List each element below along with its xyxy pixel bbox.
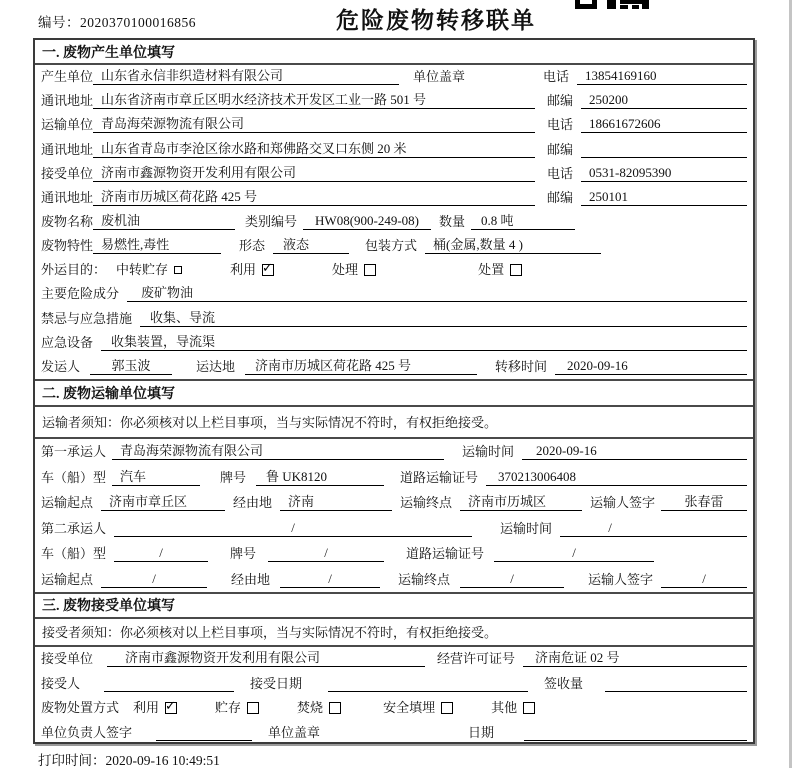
emergency-equipment-row bbox=[35, 331, 753, 355]
first-carrier-label: 第一承运人 bbox=[41, 444, 107, 460]
waste-name-row bbox=[35, 210, 753, 234]
hazard-component-label: 主要危险成分 bbox=[41, 286, 120, 302]
phone-value-3: 0531-82095390 bbox=[581, 165, 747, 182]
disposal-landfill-checkbox bbox=[441, 702, 453, 714]
disposal-use-label: 利用 bbox=[133, 700, 160, 716]
phone-label-2: 电话 bbox=[547, 117, 574, 133]
receiving-unit-label: 接受单位 bbox=[41, 651, 94, 667]
route-start-label-2: 运输起点 bbox=[41, 571, 94, 587]
receiver-unit-value: 济南市鑫源物资开发利用有限公司 bbox=[93, 162, 535, 182]
waste-character-value: 易燃性,毒性 bbox=[93, 234, 221, 254]
zip-value-2 bbox=[581, 142, 747, 158]
form-title: 危险废物转移联单 bbox=[336, 8, 536, 33]
receiver-person-value bbox=[104, 676, 234, 692]
category-code-value: HW08(900-249-08) bbox=[303, 213, 431, 230]
transfer-storage-checkbox bbox=[174, 266, 182, 274]
responsible-signature-value bbox=[156, 725, 252, 741]
address-value-1: 山东省济南市章丘区明水经济技术开发区工业一路 501 号 bbox=[93, 89, 535, 109]
receiver-person-row bbox=[35, 671, 753, 696]
shipper-label: 发运人 bbox=[41, 358, 81, 374]
plate-number-value-2: / bbox=[268, 545, 384, 562]
taboo-measures-value: 收集、导流 bbox=[140, 307, 747, 327]
disposal-method-row bbox=[35, 696, 753, 721]
waste-name-value: 废机油 bbox=[93, 210, 235, 230]
second-carrier-label: 第二承运人 bbox=[41, 520, 107, 536]
window-edge-strip bbox=[789, 0, 792, 768]
serial-number bbox=[38, 11, 196, 31]
transporter-unit-value: 青岛海荣源物流有限公司 bbox=[93, 113, 535, 133]
print-time-label: 打印时间： bbox=[38, 753, 106, 768]
transport-time-label-1: 运输时间 bbox=[462, 444, 515, 460]
route-via-value-1: 济南 bbox=[280, 491, 392, 511]
transporter-unit-label: 运输单位 bbox=[41, 117, 94, 133]
receiver-unit-row bbox=[35, 162, 753, 186]
responsible-signature-label: 单位负责人签字 bbox=[41, 724, 133, 740]
use-checkbox bbox=[262, 264, 274, 276]
address-label-1: 通讯地址 bbox=[41, 93, 94, 109]
plate-number-label-1: 牌号 bbox=[220, 469, 247, 485]
quantity-value: 0.8 吨 bbox=[471, 210, 575, 230]
transporter-address-row bbox=[35, 137, 753, 161]
unit-seal-label-2: 单位盖章 bbox=[268, 724, 321, 740]
section-2-header: 二. 废物运输单位填写 bbox=[35, 379, 753, 407]
route-start-value-1: 济南市章丘区 bbox=[101, 491, 225, 511]
phone-label-1: 电话 bbox=[543, 69, 570, 85]
route-start-label-1: 运输起点 bbox=[41, 495, 94, 511]
receiving-unit-row bbox=[35, 647, 753, 672]
option-dispose-label: 处置 bbox=[478, 262, 505, 278]
address-value-3: 济南市历城区荷花路 425 号 bbox=[93, 186, 535, 206]
producer-unit-row bbox=[35, 65, 753, 89]
serial-label: 编号： bbox=[38, 15, 80, 30]
serial-value: 2020370100016856 bbox=[80, 15, 196, 30]
disposal-other-label: 其他 bbox=[491, 700, 518, 716]
transporter-notice: 运输者须知：你必须核对以上栏目事项，当与实际情况不符时，有权拒绝接受。 bbox=[35, 407, 753, 439]
receiver-person-label: 接受人 bbox=[41, 675, 81, 691]
license-number-label: 经营许可证号 bbox=[437, 651, 516, 667]
road-permit-value-2: / bbox=[494, 545, 654, 562]
route-via-label-1: 经由地 bbox=[233, 495, 273, 511]
disposal-store-checkbox bbox=[247, 702, 259, 714]
transfer-manifest-table bbox=[33, 38, 755, 744]
transfer-time-label: 转移时间 bbox=[495, 358, 548, 374]
waste-name-label: 废物名称 bbox=[41, 213, 94, 229]
qr-code-icon bbox=[575, 0, 653, 9]
road-permit-label-1: 道路运输证号 bbox=[400, 469, 479, 485]
plate-number-value-1: 鲁 UK8120 bbox=[256, 466, 384, 486]
route-via-label-2: 经由地 bbox=[231, 571, 271, 587]
phone-label-3: 电话 bbox=[547, 165, 574, 181]
disposal-use-checkbox bbox=[165, 702, 177, 714]
vehicle-type-value-1: 汽车 bbox=[112, 466, 200, 486]
phone-value-2: 18661672606 bbox=[581, 116, 747, 133]
disposal-other-checkbox bbox=[523, 702, 535, 714]
vehicle-type-row-1 bbox=[35, 464, 753, 490]
address-label-2: 通讯地址 bbox=[41, 141, 94, 157]
receive-date-value bbox=[328, 676, 528, 692]
producer-unit-label: 产生单位 bbox=[41, 69, 94, 85]
route-end-value-1: 济南市历城区 bbox=[460, 491, 582, 511]
option-use-label: 利用 bbox=[230, 262, 257, 278]
emergency-equipment-value: 收集装置，导流渠 bbox=[101, 331, 747, 351]
receiver-address-row bbox=[35, 186, 753, 210]
quantity-label: 数量 bbox=[439, 213, 466, 229]
section-1-header: 一. 废物产生单位填写 bbox=[35, 40, 753, 65]
transport-time-label-2: 运输时间 bbox=[500, 520, 553, 536]
zip-label-1: 邮编 bbox=[547, 93, 574, 109]
date-value bbox=[524, 725, 747, 741]
carrier-signature-label-1: 运输人签字 bbox=[590, 495, 656, 511]
emergency-equipment-label: 应急设备 bbox=[41, 334, 94, 350]
taboo-measures-label: 禁忌与应急措施 bbox=[41, 310, 133, 326]
transfer-purpose-row bbox=[35, 258, 753, 282]
transfer-purpose-label: 外运目的： bbox=[41, 262, 107, 278]
vehicle-type-label-1: 车（船）型 bbox=[41, 469, 107, 485]
form-state-value: 液态 bbox=[273, 234, 349, 254]
receive-date-label: 接受日期 bbox=[250, 675, 303, 691]
road-permit-label-2: 道路运输证号 bbox=[406, 546, 485, 562]
zip-value-3: 250101 bbox=[581, 189, 747, 206]
treat-checkbox bbox=[364, 264, 376, 276]
option-transfer-storage-label: 中转贮存 bbox=[116, 262, 169, 278]
carrier-signature-value-2: / bbox=[661, 571, 747, 588]
first-carrier-value: 青岛海荣源物流有限公司 bbox=[112, 440, 444, 460]
category-code-label: 类别编号 bbox=[245, 213, 298, 229]
waste-character-label: 废物特性 bbox=[41, 238, 94, 254]
form-state-label: 形态 bbox=[239, 238, 266, 254]
waste-character-row bbox=[35, 234, 753, 258]
receiver-unit-label: 接受单位 bbox=[41, 165, 94, 181]
dispose-checkbox bbox=[510, 264, 522, 276]
hazard-component-value: 废矿物油 bbox=[127, 282, 747, 302]
carrier-signature-value-1: 张春雷 bbox=[661, 491, 747, 511]
section-3-header: 三. 废物接受单位填写 bbox=[35, 592, 753, 619]
second-carrier-value: / bbox=[114, 520, 472, 537]
transport-time-value-2-ext bbox=[660, 521, 747, 537]
option-treat-label: 处理 bbox=[332, 262, 359, 278]
date-label: 日期 bbox=[468, 724, 495, 740]
second-carrier-row bbox=[35, 515, 753, 541]
route-start-value-2: / bbox=[101, 571, 207, 588]
vehicle-type-value-2: / bbox=[114, 545, 208, 562]
zip-label-2: 邮编 bbox=[547, 141, 574, 157]
plate-number-label-2: 牌号 bbox=[230, 546, 257, 562]
company-seal-label: 单位盖章 bbox=[413, 69, 466, 85]
vehicle-type-label-2: 车（船）型 bbox=[41, 546, 107, 562]
received-amount-value bbox=[605, 676, 747, 692]
producer-address-row bbox=[35, 89, 753, 113]
destination-label: 运达地 bbox=[196, 358, 236, 374]
address-label-3: 通讯地址 bbox=[41, 189, 94, 205]
first-carrier-row bbox=[35, 439, 753, 465]
route-via-value-2: / bbox=[280, 571, 380, 588]
packing-value: 桶(金属,数量 4 ) bbox=[425, 234, 601, 254]
transporter-unit-row bbox=[35, 113, 753, 137]
transport-time-value-1: 2020-09-16 bbox=[522, 443, 747, 460]
producer-unit-value: 山东省永信非织造材料有限公司 bbox=[93, 65, 399, 85]
receiving-unit-value: 济南市鑫源物资开发利用有限公司 bbox=[107, 647, 425, 667]
disposal-incinerate-checkbox bbox=[329, 702, 341, 714]
print-time bbox=[38, 749, 220, 769]
zip-value-1: 250200 bbox=[581, 92, 747, 109]
route-end-label-2: 运输终点 bbox=[398, 571, 451, 587]
taboo-measures-row bbox=[35, 306, 753, 330]
received-amount-label: 签收量 bbox=[544, 675, 584, 691]
carrier-signature-label-2: 运输人签字 bbox=[588, 571, 654, 587]
transfer-time-value: 2020-09-16 bbox=[555, 358, 747, 375]
transport-time-value-2: / bbox=[560, 520, 660, 537]
disposal-landfill-label: 安全填埋 bbox=[383, 700, 436, 716]
disposal-store-label: 贮存 bbox=[215, 700, 242, 716]
route-end-value-2: / bbox=[460, 571, 564, 588]
phone-value-1: 13854169160 bbox=[577, 68, 747, 85]
responsible-signature-row bbox=[35, 720, 753, 744]
packing-label: 包装方式 bbox=[365, 238, 418, 254]
road-permit-value-1: 370213006408 bbox=[486, 469, 747, 486]
vehicle-type-row-2 bbox=[35, 541, 753, 567]
disposal-method-label: 废物处置方式 bbox=[41, 700, 120, 716]
address-value-2: 山东省青岛市李沧区徐水路和郑佛路交叉口东侧 20 米 bbox=[93, 138, 535, 158]
print-time-value: 2020-09-16 10:49:51 bbox=[105, 753, 220, 768]
receiver-notice: 接受者须知：你必须核对以上栏目事项，当与实际情况不符时，有权拒绝接受。 bbox=[35, 619, 753, 647]
disposal-incinerate-label: 焚烧 bbox=[297, 700, 324, 716]
route-row-2 bbox=[35, 566, 753, 592]
route-row-1 bbox=[35, 490, 753, 516]
zip-label-3: 邮编 bbox=[547, 189, 574, 205]
route-end-label-1: 运输终点 bbox=[400, 495, 453, 511]
shipper-value: 郭玉波 bbox=[90, 355, 172, 375]
shipper-row bbox=[35, 355, 753, 379]
hazard-component-row bbox=[35, 282, 753, 306]
destination-value: 济南市历城区荷花路 425 号 bbox=[245, 355, 477, 375]
license-number-value: 济南危证 02 号 bbox=[523, 647, 747, 667]
